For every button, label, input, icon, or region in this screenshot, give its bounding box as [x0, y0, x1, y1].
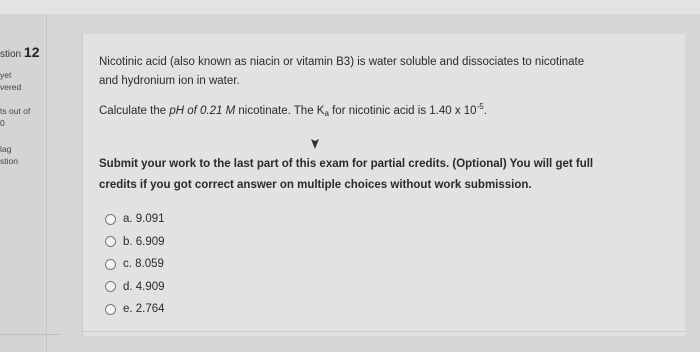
choice-label[interactable]: b. 6.909 [123, 235, 165, 248]
flag-question-line-1[interactable]: lag [0, 144, 12, 154]
question-text-line-1: Nicotinic acid (also known as niacin or vitamin B3) is water soluble and dissociates to nicotinate [99, 56, 585, 68]
flag-question-line-2[interactable]: stion [0, 156, 18, 166]
calc-part-2: nicotinate. The K [235, 105, 325, 117]
question-text-line-2: and hydronium ion in water. [99, 75, 240, 87]
choice-label[interactable]: e. 2.764 [123, 303, 165, 316]
radio-button[interactable] [105, 214, 116, 225]
instruction-line-2: credits if you got correct answer on multiple choices without work submission. [99, 179, 532, 191]
status-line-2: vered [0, 82, 22, 92]
points-line-2: 0 [0, 118, 5, 128]
choice-c[interactable] [105, 253, 165, 276]
instruction-line-1: Submit your work to the last part of this exam for partial credits. (Optional) You will get full [99, 158, 594, 170]
radio-button[interactable] [105, 304, 116, 315]
choice-label[interactable]: a. 9.091 [123, 213, 165, 226]
calc-part-4: . [483, 105, 487, 117]
radio-button[interactable] [105, 281, 116, 292]
choice-e[interactable] [105, 298, 165, 321]
calc-part-3: for nicotinic acid is 1.40 x 10 [328, 105, 477, 117]
calc-part-1: Calculate the [99, 105, 170, 117]
question-content-panel [82, 34, 685, 336]
radio-button[interactable] [105, 236, 116, 247]
question-info-sidebar [0, 14, 47, 352]
calc-sup: -5 [476, 102, 484, 111]
answer-choices [105, 208, 165, 321]
status-line-1: yet [0, 70, 12, 80]
choice-b[interactable] [105, 231, 165, 254]
points-line-1: ts out of [0, 106, 31, 116]
sidebar-divider [0, 334, 60, 335]
calculate-prompt [99, 98, 487, 122]
content-bottom-divider [83, 331, 685, 332]
choice-d[interactable] [105, 276, 165, 299]
question-number: 12 [23, 44, 40, 60]
calc-sub: a [324, 109, 329, 118]
question-number-heading [0, 44, 39, 60]
calc-ph: pH of 0.21 M [169, 105, 236, 117]
choice-label[interactable]: c. 8.059 [123, 258, 164, 271]
instruction-text [99, 154, 593, 196]
choice-a[interactable] [105, 208, 165, 231]
radio-button[interactable] [105, 259, 116, 270]
mouse-cursor-icon [309, 136, 321, 150]
choice-label[interactable]: d. 4.909 [123, 280, 165, 293]
browser-top-strip [0, 0, 700, 14]
question-prefix: stion [0, 49, 22, 60]
